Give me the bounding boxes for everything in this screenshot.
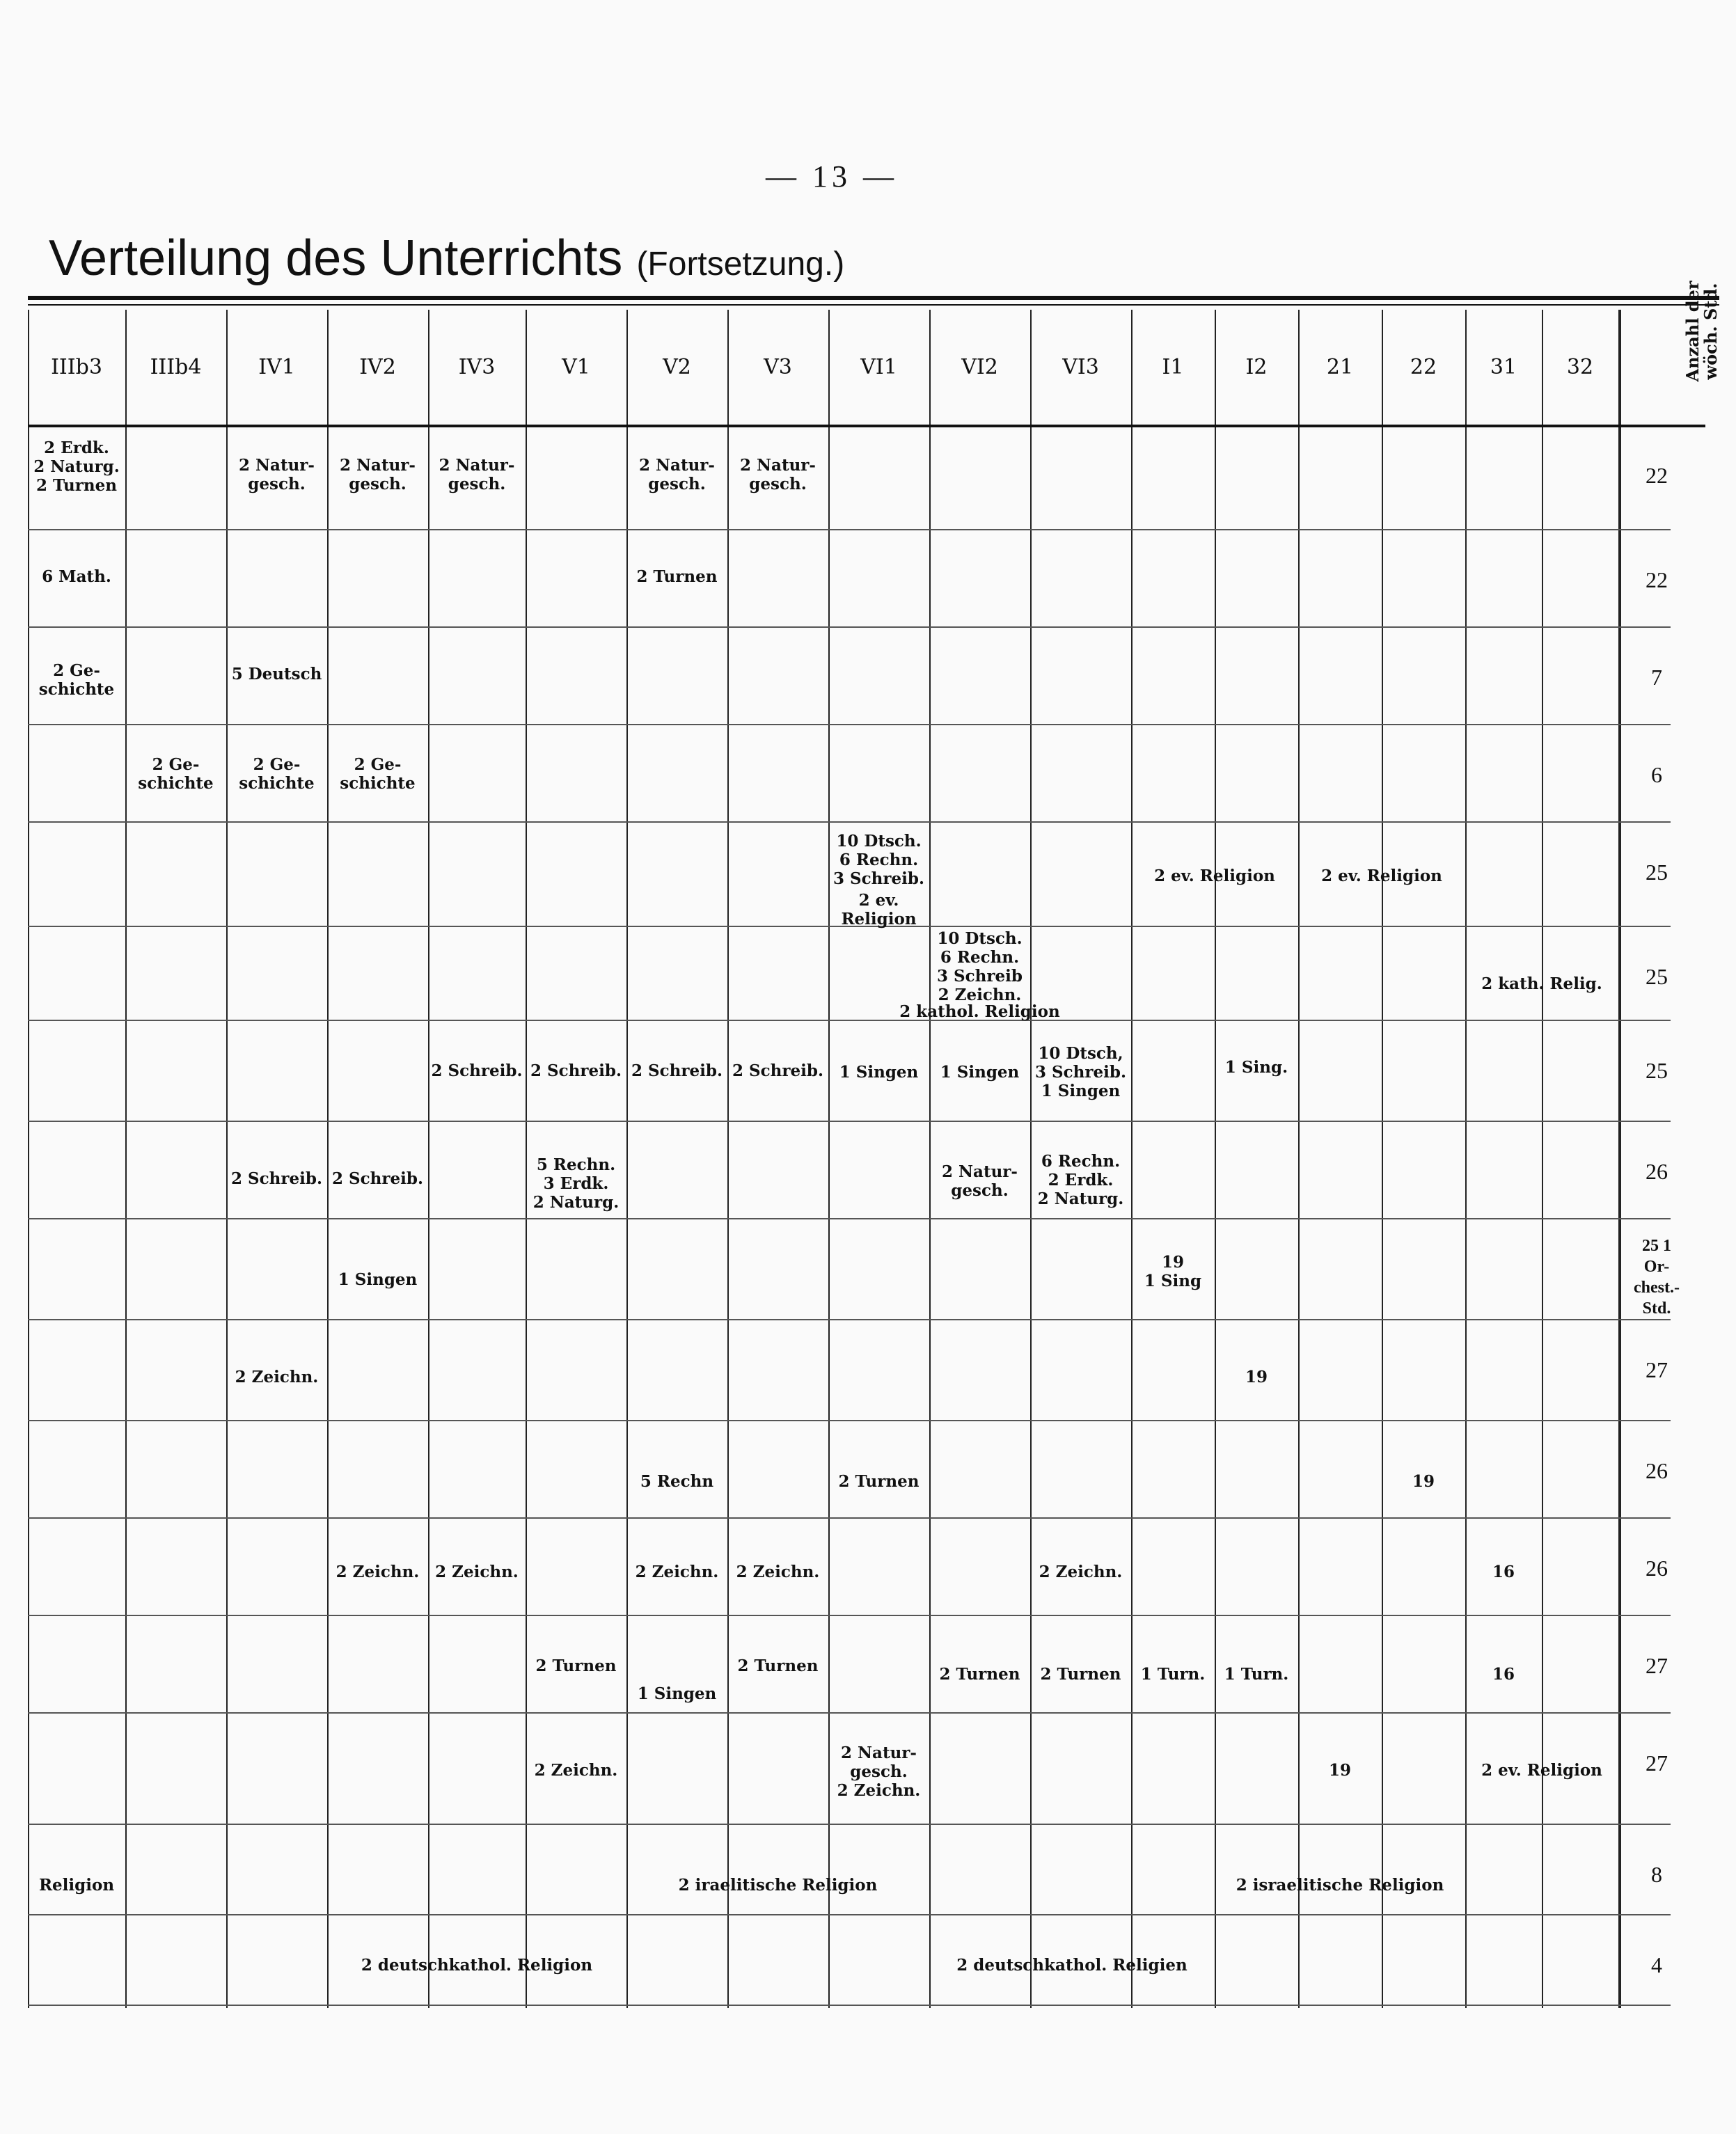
header-21: 21 (1326, 355, 1354, 379)
header-iv1: IV1 (258, 355, 295, 379)
grid-column-line (929, 310, 931, 2008)
cell-r12-c3: 2 Zeichn. (336, 1563, 420, 1581)
cell-r3-c2: 5 Deutsch (231, 665, 322, 683)
cell-r6-c9b: 2 kathol. Religion (899, 1002, 1060, 1021)
cell-r12-c10: 2 Zeichn. (1039, 1563, 1123, 1581)
header-iiib3: IIIb3 (51, 355, 102, 379)
cell-r13-c12: 1 Turn. (1224, 1665, 1289, 1684)
cell-r11-c8: 2 Turnen (838, 1472, 920, 1491)
grid-column-line (327, 310, 329, 2008)
grid-column-line (1298, 310, 1300, 2008)
total-hours: 7 (1651, 665, 1662, 690)
header-v2: V2 (663, 355, 691, 379)
total-hours: 22 (1646, 463, 1668, 488)
cell-r6-c15: 2 kath. Relig. (1481, 974, 1602, 993)
header-vi1: VI1 (860, 355, 897, 379)
total-hours: 22 (1646, 567, 1668, 592)
grid-row-line (28, 1420, 1671, 1421)
header-vi2: VI2 (961, 355, 998, 379)
cell-r1-c4: 2 Natur- gesch. (439, 456, 515, 493)
cell-r4-c2: 2 Ge- schichte (239, 755, 315, 793)
title-rule (28, 296, 1719, 300)
grid-row-line (28, 821, 1671, 823)
grid-column-line (1131, 310, 1133, 2008)
grid-column-line (1382, 310, 1383, 2008)
grid-column-line (428, 310, 429, 2008)
cell-r12-c4: 2 Zeichn. (435, 1563, 519, 1581)
cell-r8-c9: 2 Natur- gesch. (942, 1162, 1018, 1200)
cell-r15-c0: Religion (38, 1876, 115, 1895)
cell-r16-c10: 2 deutschkathol. Religien (956, 1956, 1187, 1975)
cell-r5-c8b: 2 ev. Religion (841, 891, 917, 928)
grid-row-line (28, 724, 1671, 725)
grid-row-line (28, 1824, 1671, 1825)
total-hours: 27 (1646, 1750, 1668, 1776)
cell-r2-c6: 2 Turnen (636, 567, 718, 586)
cell-r7-c6: 2 Schreib. (631, 1061, 723, 1080)
total-hours: 27 (1646, 1653, 1668, 1678)
grid-row-line (28, 1218, 1671, 1219)
cell-r10-c12: 19 (1245, 1368, 1268, 1386)
page-number: — 13 — (766, 159, 898, 193)
cell-r15-c7: 2 iraelitische Religion (678, 1876, 878, 1895)
total-hours: 6 (1651, 762, 1662, 787)
total-hours: 26 (1646, 1458, 1668, 1483)
cell-r13-c10: 2 Turnen (1040, 1665, 1121, 1684)
grid-column-line (1465, 310, 1467, 2008)
grid-row-line (28, 1914, 1671, 1915)
grid-row-line (28, 1712, 1671, 1714)
grid-row-line (28, 1615, 1671, 1616)
grid-row-line (28, 1517, 1671, 1519)
cell-r11-c6: 5 Rechn (640, 1472, 714, 1491)
header-22: 22 (1410, 355, 1437, 379)
cell-r12-c15: 16 (1492, 1563, 1515, 1581)
cell-r5-c11: 2 ev. Religion (1154, 867, 1275, 885)
header-iv3: IV3 (458, 355, 496, 379)
header-vi3: VI3 (1062, 355, 1099, 379)
title-main: Verteilung des Unterrichts (49, 230, 623, 286)
cell-r13-c15: 16 (1492, 1665, 1515, 1684)
total-hours: 26 (1646, 1556, 1668, 1581)
grid-column-line (626, 310, 628, 2008)
cell-r15-c13: 2 israelitische Religion (1236, 1876, 1444, 1895)
header-32: 32 (1566, 355, 1594, 379)
total-hours: 25 (1646, 964, 1668, 989)
cell-r7-c7: 2 Schreib. (732, 1061, 823, 1080)
cell-r8-c10: 6 Rechn. 2 Erdk. 2 Naturg. (1037, 1152, 1124, 1208)
cell-r10-c2: 2 Zeichn. (235, 1368, 319, 1386)
cell-r7-c8: 1 Singen (839, 1063, 919, 1082)
cell-r14-c5: 2 Zeichn. (534, 1761, 618, 1780)
cell-r13-c9: 2 Turnen (939, 1665, 1020, 1684)
cell-r8-c5: 5 Rechn. 3 Erdk. 2 Naturg. (532, 1155, 620, 1212)
cell-r12-c6: 2 Zeichn. (635, 1563, 719, 1581)
page-title (49, 230, 844, 287)
cell-r11-c14: 19 (1412, 1472, 1435, 1491)
total-hours: 25 (1646, 860, 1668, 885)
cell-r7-c10: 10 Dtsch, 3 Schreib. 1 Singen (1035, 1044, 1126, 1100)
header-iv2: IV2 (359, 355, 396, 379)
header-iiib4: IIIb4 (150, 355, 202, 379)
cell-r6-c9: 10 Dtsch. 6 Rechn. 3 Schreib 2 Zeichn. (937, 929, 1023, 1004)
header-31: 31 (1490, 355, 1517, 379)
total-hours: 8 (1651, 1862, 1662, 1887)
cell-r7-c5: 2 Schreib. (530, 1061, 622, 1080)
header-total: Anzahl der wöch. Std. (1682, 280, 1721, 382)
cell-r1-c2: 2 Natur- gesch. (239, 456, 315, 493)
grid-column-line (125, 310, 127, 2008)
cell-r12-c7: 2 Zeichn. (736, 1563, 820, 1581)
grid-row-line (28, 529, 1671, 530)
grid-row-line (28, 1319, 1671, 1320)
cell-r5-c8: 10 Dtsch. 6 Rechn. 3 Schreib. (833, 832, 924, 888)
cell-r4-c3: 2 Ge- schichte (340, 755, 416, 793)
cell-r4-c1: 2 Ge- schichte (138, 755, 214, 793)
cell-r14-c15: 2 ev. Religion (1481, 1761, 1602, 1780)
cell-r8-c2: 2 Schreib. (231, 1169, 322, 1188)
cell-r9-c11: 19 1 Sing (1144, 1253, 1202, 1290)
cell-r13-c5: 2 Turnen (535, 1657, 617, 1675)
cell-r13-c7: 2 Turnen (737, 1657, 819, 1675)
total-hours: 27 (1646, 1357, 1668, 1382)
grid-row-line (28, 1121, 1671, 1122)
cell-r2-c0: 6 Math. (42, 567, 111, 586)
cell-r7-c4: 2 Schreib. (431, 1061, 523, 1080)
grid-row-line (28, 425, 1705, 427)
cell-r13-c11: 1 Turn. (1140, 1665, 1206, 1684)
cell-r1-c7: 2 Natur- gesch. (740, 456, 816, 493)
grid-column-line (1215, 310, 1216, 2008)
cell-r1-c6: 2 Natur- gesch. (639, 456, 715, 493)
total-hours: 25 1 Or- chest.- Std. (1634, 1237, 1680, 1318)
header-i2: I2 (1245, 355, 1268, 379)
grid-column-line (727, 310, 729, 2008)
cell-r5-c13: 2 ev. Religion (1321, 867, 1442, 885)
header-v1: V1 (562, 355, 590, 379)
total-hours: 4 (1651, 1952, 1662, 1977)
cell-r7-c12: 1 Sing. (1224, 1058, 1288, 1077)
total-hours: 25 (1646, 1058, 1668, 1083)
header-i1: I1 (1162, 355, 1184, 379)
cell-r3-c0: 2 Ge- schichte (38, 661, 115, 699)
total-hours: 26 (1646, 1159, 1668, 1184)
cell-r16-c4: 2 deutschkathol. Religion (361, 1956, 593, 1975)
cell-r1-c3: 2 Natur- gesch. (340, 456, 416, 493)
cell-r9-c3: 1 Singen (338, 1270, 418, 1289)
grid-row-line (28, 626, 1671, 628)
grid-column-line (1542, 310, 1543, 2008)
cell-r1-c0: 2 Erdk. 2 Naturg. 2 Turnen (33, 438, 120, 495)
cell-r8-c3: 2 Schreib. (332, 1169, 423, 1188)
grid-row-line (28, 2005, 1671, 2006)
cell-r13-c6: 1 Singen (637, 1684, 717, 1703)
grid-column-line (226, 310, 228, 2008)
grid-column-line (28, 310, 29, 2008)
cell-r14-c8: 2 Natur- gesch. 2 Zeichn. (837, 1744, 921, 1800)
cell-r14-c13: 19 (1328, 1761, 1351, 1780)
header-v3: V3 (764, 355, 792, 379)
cell-r7-c9: 1 Singen (940, 1063, 1020, 1082)
title-rule-thin (28, 304, 1719, 306)
title-subtitle: (Fortsetzung.) (636, 246, 845, 283)
grid-column-line (1618, 310, 1621, 2008)
